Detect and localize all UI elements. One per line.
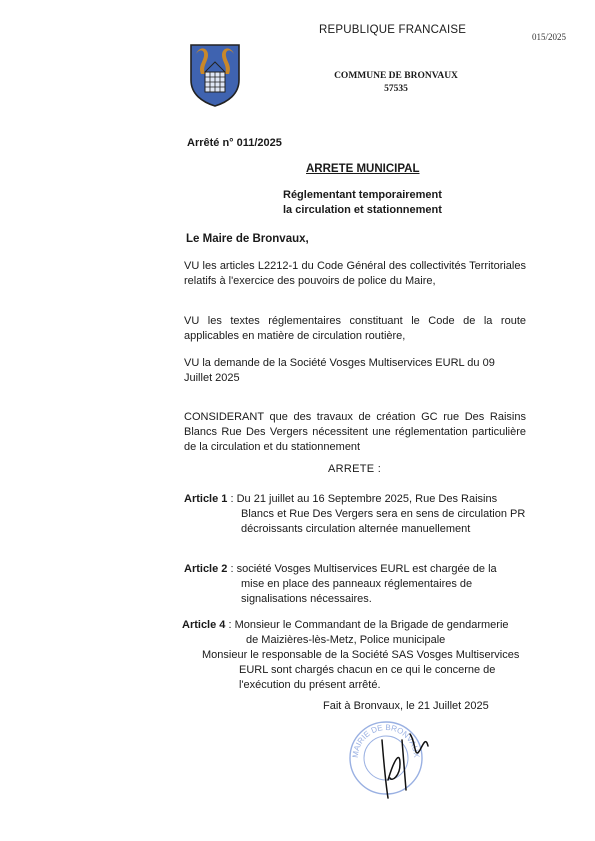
article-text: mise en place des panneaux réglementaires de [241, 578, 473, 590]
decree-number: Arrêté n° 011/2025 [187, 137, 282, 149]
article-text: Monsieur le responsable de la Société SAS Vosges Multiservices [202, 649, 520, 661]
article-text: décroissants circulation alternée manuellement [241, 523, 471, 535]
place-date-line: Fait à Bronvaux, le 21 Juillet 2025 [323, 700, 489, 712]
document-subtitle [283, 188, 442, 218]
vu-line: VU la demande de la Société Vosges Multiservices EURL du 09 [184, 357, 495, 369]
article-label: Article 1 [184, 493, 228, 505]
commune-code: 57535 [384, 84, 408, 94]
article-1 [184, 492, 526, 537]
vu-paragraph: VU les articles L2212-1 du Code Général des collectivités Territoriales relatifs à l'exercice des pouvoirs de police du Maire, [184, 260, 526, 287]
article-label: Article 4 [182, 619, 226, 631]
reference-number: 015/2025 [532, 32, 567, 42]
article-text: : Monsieur le Commandant de la Brigade de gendarmerie [225, 619, 509, 631]
stamp-text: MAIRIE DE BRONVAUX [350, 722, 422, 759]
article-text: l'exécution du présent arrêté. [239, 679, 381, 691]
article-text: : société Vosges Multiservices EURL est chargée de la [227, 563, 497, 575]
vu-paragraph [184, 356, 526, 386]
article-text: EURL sont chargés chacun en ce qui le concerne de [239, 664, 496, 676]
commune-block [322, 70, 470, 96]
coat-of-arms-icon [188, 42, 242, 108]
vu-paragraph: VU les textes réglementaires constituant le Code de la route applicables en matière de circulation routière, [184, 315, 526, 342]
article-text: de Maizières-lès-Metz, Police municipale [246, 634, 446, 646]
subtitle-line: Réglementant temporairement [283, 189, 442, 201]
arrete-heading: ARRETE : [328, 463, 382, 475]
article-label: Article 2 [184, 563, 228, 575]
article-text: : Du 21 juillet au 16 Septembre 2025, Rue Des Raisins [227, 493, 498, 505]
vu-line: Juillet 2025 [184, 372, 240, 384]
article-text: signalisations nécessaires. [241, 593, 372, 605]
article-text: Blancs et Rue Des Vergers sera en sens de circulation PR [241, 508, 526, 520]
article-2 [184, 562, 526, 607]
commune-name: COMMUNE DE BRONVAUX [334, 71, 458, 81]
subtitle-line: la circulation et stationnement [283, 204, 442, 216]
document-title: ARRETE MUNICIPAL [306, 163, 420, 175]
republic-heading: REPUBLIQUE FRANCAISE [319, 24, 467, 36]
signature-icon [374, 720, 434, 800]
considerant-paragraph: CONSIDERANT que des travaux de création GC rue Des Raisins Blancs Rue Des Vergers nécessitent une réglementation particulière de la circulation et du stationnement [184, 411, 526, 453]
maire-heading: Le Maire de Bronvaux, [186, 233, 309, 245]
article-4 [182, 618, 527, 693]
